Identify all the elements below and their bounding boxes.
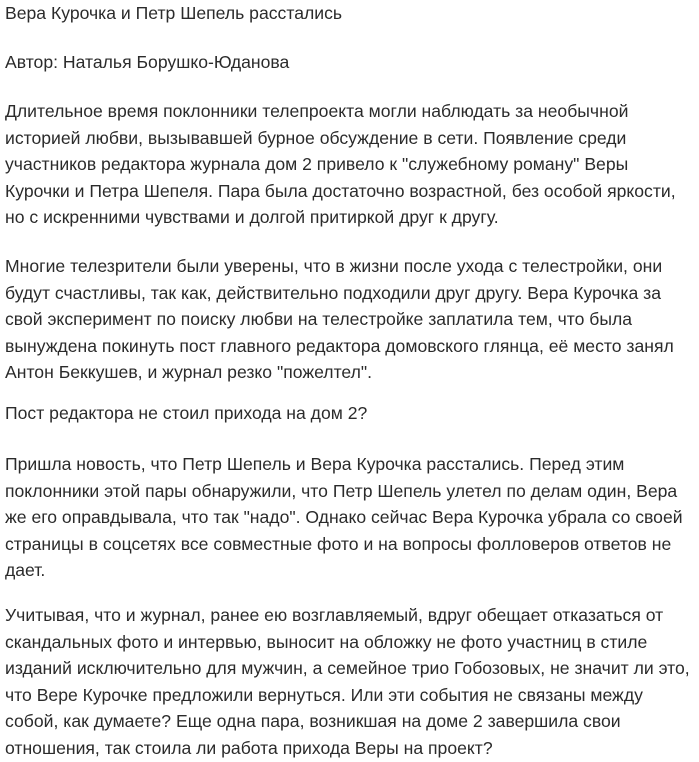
article-title: Вера Курочка и Петр Шепель расстались — [5, 3, 343, 23]
article-paragraph: Многие телезрители были уверены, что в жизни после ухода с телестройки, они будут счастливы, так как, действительно подходили друг другу. Вера Курочка за свой эксперимент по поиску любви на телестройке заплатила тем, что была вынуждена покинуть пост главного редактора домовского глянца, её место занял Антон Беккушев, и журнал резко "пожелтел". — [5, 256, 674, 383]
article-author: Автор: Наталья Борушко-Юданова — [5, 52, 290, 72]
article-paragraph: Учитывая, что и журнал, ранее ею возглавляемый, вдруг обещает отказаться от скандальных фото и интервью, выносит на обложку не фото участниц в стиле изданий исключительно для мужчин, а семейное трио Гобозовых, не значит ли это, что Вере Курочке предложили вернуться. Или эти события не связаны между собой, как думаете? Еще одна пара, возникшая на доме 2 завершила свои отношения, так стоила ли работа прихода Веры на проект? — [5, 605, 690, 758]
article-paragraph: Пришла новость, что Петр Шепель и Вера Курочка расстались. Перед этим поклонники этой пары обнаружили, что Петр Шепель улетел по делам один, Вера же его оправдывала, что так "надо". Однако сейчас Вера Курочка убрала со своей страницы в соцсетях все совместные фото и на вопросы фолловеров ответов не дает. — [5, 454, 683, 581]
article-paragraph: Длительное время поклонники телепроекта могли наблюдать за необычной историей любви, вызывавшей бурное обсуждение в сети. Появление среди участников редактора журнала дом 2 привело к "служебному роману" Веры Курочки и Петра Шепеля. Пара была достаточно возрастной, без особой яркости, но с искренними чувствами и долгой притиркой друг к другу. — [5, 101, 676, 228]
article-subheading: Пост редактора не стоил прихода на дом 2? — [5, 403, 368, 423]
